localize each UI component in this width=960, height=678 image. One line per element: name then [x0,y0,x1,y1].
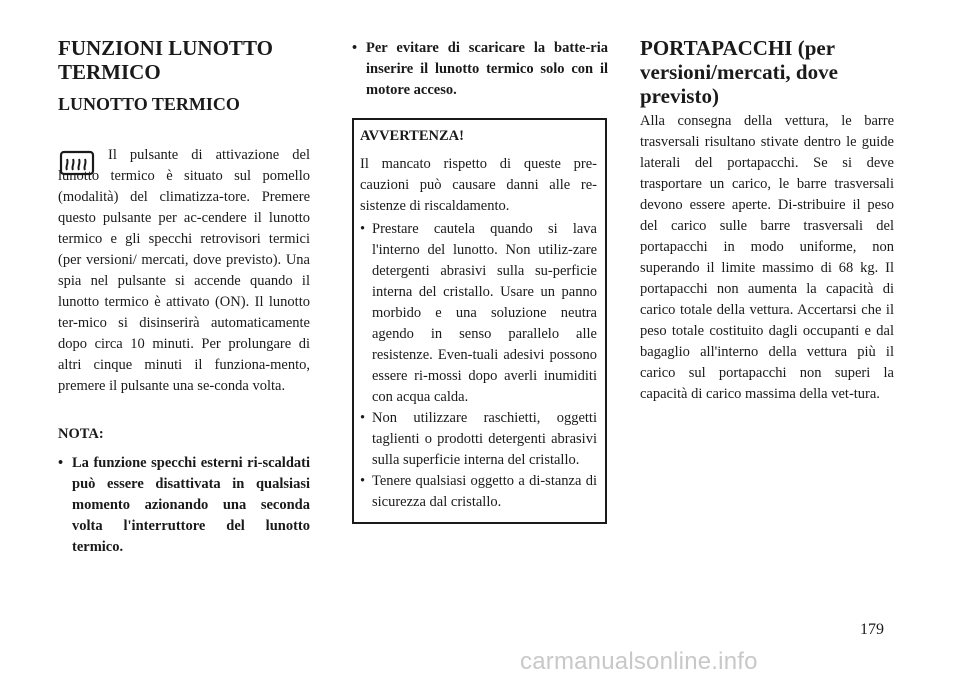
warning-bullet [360,219,597,408]
bullet-dot: • [360,221,366,237]
page-number: 179 [860,621,884,638]
defroster-description: Il pulsante di attivazione del lunotto termico è situato sul pomello (modalità) del climatizza-tore. Premere questo pulsante per ac-cendere il lunotto termico e gli specchi retrovisori termici (per versioni/ mercati, dove previsto). Una spia nel pulsante si accende quando il lunotto termico è attivato (ON). Il lunotto ter-mico si disinserirà automaticamente dopo circa 10 minuti. Per prolungare di altri cinque minuti il funziona-mento, premere il pulsante una se-conda volta. [58,147,310,394]
note-bullet-text: La funzione specchi esterni ri-scaldati può essere disattivata in qualsiasi momento azionando una seconda volta l'interruttore del lunotto termico. [72,455,310,555]
roof-rack-description: Alla consegna della vettura, le barre trasversali risultano stivate dentro le guide laterali del portapacchi. Se si deve trasportare un carico, le barre trasversali devono essere aperte. Di-stribuire il peso del carico sulle barre trasversali del portapacchi in modo uniforme, non superando il limite massimo di 68 kg. Il portapacchi non aumenta la capacità di carico totale della vettura. Accertarsi che il peso totale costituito dagli occupanti e dal bagaglio all'interno della vettura più il carico sul portapacchi non superi la capacità di carico massima della vet-tura. [640,113,894,402]
section-title: FUNZIONI LUNOTTO TERMICO [58,36,273,84]
battery-bullet [352,38,608,101]
warning-bullet-text: Prestare cautela quando si lava l'interno del lunotto. Non utiliz-zare detergenti abrasivi sulla su-perficie interna del cristallo. Usare un panno morbido e una soluzione neutra agendo in senso parallelo alle resistenze. Even-tuali adesivi possono essere ri-mossi dopo averli inumiditi con acqua calda. [372,221,597,405]
warning-intro: Il mancato rispetto di queste pre-cauzioni può causare danni alle re-sistenze di riscaldamento. [360,156,597,214]
bullet-dot: • [352,40,358,56]
bullet-dot: • [360,410,366,426]
warning-title: AVVERTENZA! [360,128,464,144]
subsection-title: LUNOTTO TERMICO [58,94,240,114]
bullet-dot: • [58,455,64,471]
section-title: PORTAPACCHI (per versioni/mercati, dove previsto) [640,36,838,108]
note-label: NOTA: [58,426,104,442]
warning-bullet-text: Tenere qualsiasi oggetto a di-stanza di sicurezza dal cristallo. [372,473,597,510]
battery-bullet-text: Per evitare di scaricare la batte-ria inserire il lunotto termico solo con il motore acceso. [366,40,608,98]
warning-bullet [360,408,597,471]
warning-box [352,118,607,524]
warning-bullet-text: Non utilizzare raschietti, oggetti taglienti o prodotti detergenti abrasivi sulla superficie interna del cristallo. [372,410,597,468]
warning-bullet [360,471,597,513]
bullet-dot: • [360,473,366,489]
watermark: carmanualsonline.info [520,648,758,675]
note-bullet [58,453,310,558]
